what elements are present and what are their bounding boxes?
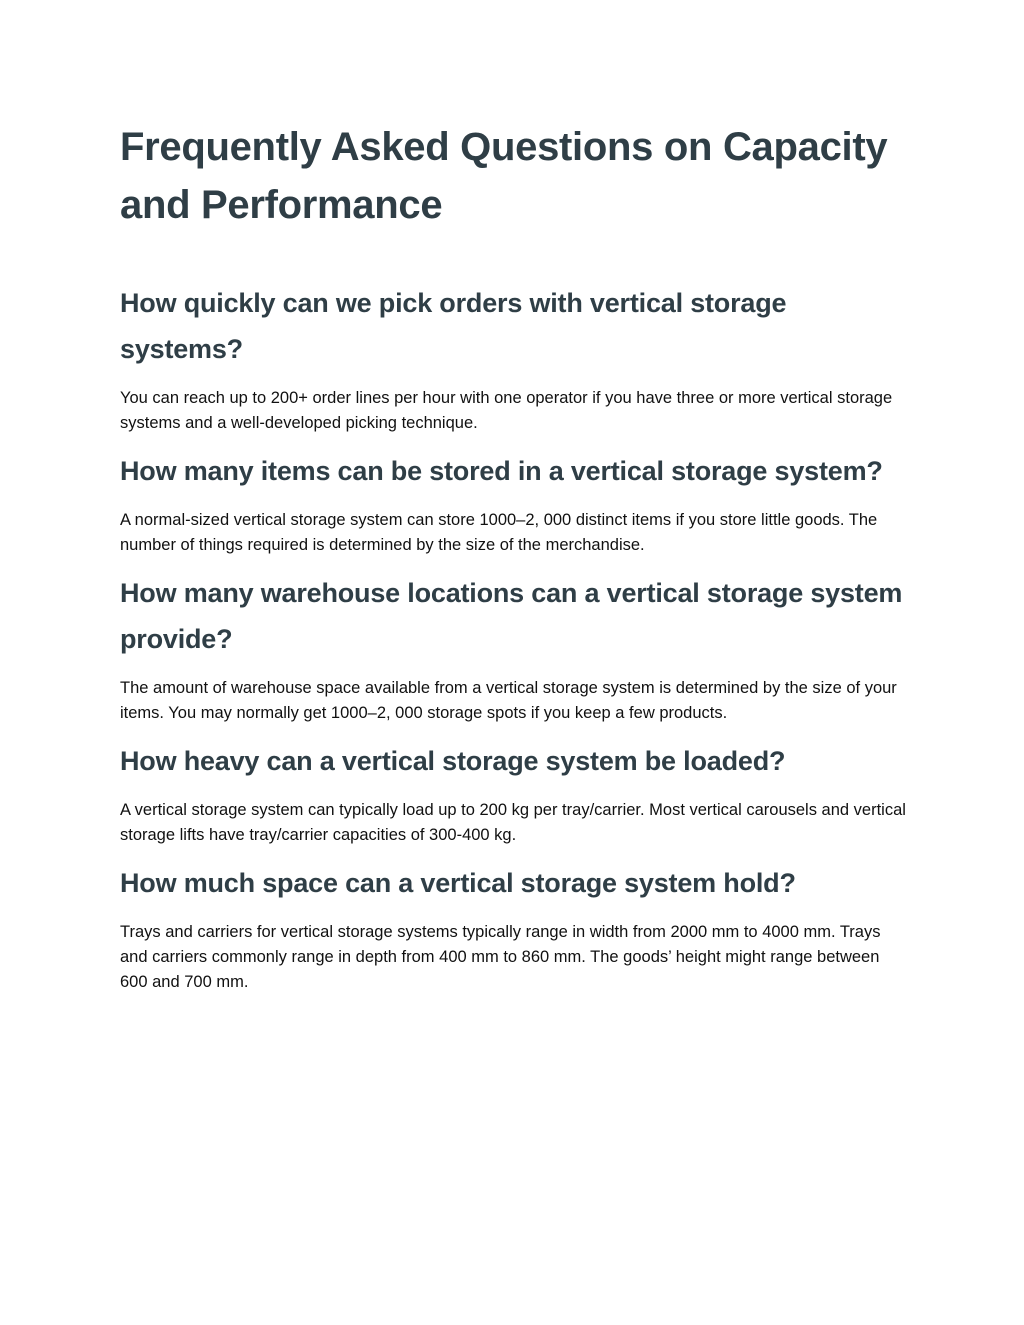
faq-item	[120, 860, 910, 995]
faq-answer: Trays and carriers for vertical storage systems typically range in width from 2000 mm to 4000 mm. Trays and carriers commonly range in depth from 400 mm to 860 mm. The goods’ height might range between 600 and 700 mm.	[120, 923, 881, 991]
faq-question: How many warehouse locations can a vertical storage system provide?	[120, 578, 903, 654]
faq-list	[120, 280, 910, 995]
faq-item	[120, 570, 910, 726]
document-page	[120, 118, 910, 995]
page-title: Frequently Asked Questions on Capacity and Performance	[120, 125, 888, 227]
faq-item	[120, 738, 910, 848]
faq-item	[120, 280, 910, 436]
faq-answer: A vertical storage system can typically load up to 200 kg per tray/carrier. Most vertical carousels and vertical storage lifts have tray/carrier capacities of 300-400 kg.	[120, 801, 906, 844]
faq-question: How heavy can a vertical storage system be loaded?	[120, 746, 786, 776]
faq-question: How quickly can we pick orders with vertical storage systems?	[120, 288, 787, 364]
faq-answer: A normal-sized vertical storage system can store 1000–2, 000 distinct items if you store little goods. The number of things required is determined by the size of the merchandise.	[120, 511, 878, 554]
faq-question: How much space can a vertical storage system hold?	[120, 868, 796, 898]
faq-item	[120, 448, 910, 558]
faq-answer: The amount of warehouse space available from a vertical storage system is determined by the size of your items. You may normally get 1000–2, 000 storage spots if you keep a few products.	[120, 679, 897, 722]
faq-question: How many items can be stored in a vertical storage system?	[120, 456, 883, 486]
faq-answer: You can reach up to 200+ order lines per hour with one operator if you have three or more vertical storage systems and a well-developed picking technique.	[120, 389, 893, 432]
